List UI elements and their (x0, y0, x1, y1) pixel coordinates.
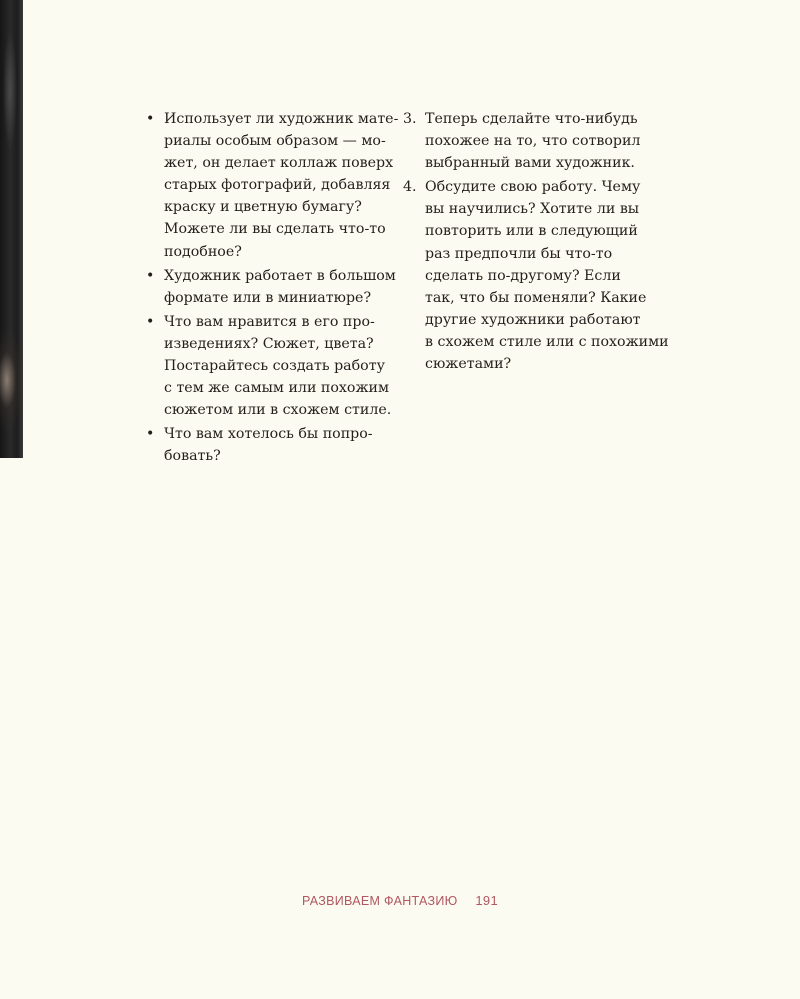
text-line: с тем же самым или похожим (164, 380, 389, 397)
text-line: Можете ли вы сделать что-то (164, 221, 386, 238)
list-item-text (164, 265, 396, 309)
list-item-text (164, 423, 373, 467)
bullet: • (146, 111, 155, 127)
page-number: 191 (475, 893, 498, 908)
text-line: Что вам хотелось бы попро- (164, 426, 373, 443)
text-line: Художник работает в большом (164, 267, 396, 284)
text-line: в схожем стиле или с похожими (425, 333, 669, 350)
text-line: повторить или в следующий (425, 223, 638, 240)
text-line: старых фотографий, добавляя (164, 177, 391, 194)
text-line: изведениях? Сюжет, цвета? (164, 335, 374, 352)
text-line: формате или в миниатюре? (164, 289, 372, 306)
text-line: бовать? (164, 448, 221, 465)
list-item (146, 423, 381, 467)
text-line: так, что бы поменяли? Какие (425, 289, 647, 306)
bullet: • (146, 267, 155, 284)
text-line: выбранный вами художник. (425, 155, 635, 172)
numbered-item (403, 176, 669, 375)
list-item-text (164, 108, 398, 263)
list-item (146, 265, 396, 309)
text-line: вы научились? Хотите ли вы (425, 201, 640, 218)
text-line: похожее на то, что сотворил (425, 133, 641, 150)
list-item-text (425, 176, 669, 375)
item-number: 3. (403, 111, 417, 127)
page-footer (0, 893, 800, 908)
bullet: • (146, 313, 155, 330)
list-item (146, 311, 392, 421)
text-line: жет, он делает коллаж поверх (164, 155, 394, 172)
text-line: сюжетами? (425, 356, 512, 373)
text-line: сюжетом или в схожем стиле. (164, 402, 392, 419)
text-line: Использует ли художник мате- (164, 111, 399, 127)
text-line: Обсудите свою работу. Чему (425, 179, 641, 196)
list-item-text (164, 311, 391, 421)
bullet: • (146, 426, 155, 443)
left-column (146, 108, 399, 470)
text-line: Постарайтесь создать работу (164, 358, 385, 375)
right-column (403, 108, 669, 377)
numbered-item (403, 108, 653, 174)
text-line: подобное? (164, 243, 242, 260)
text-line: раз предпочли бы что-то (425, 245, 613, 262)
photo-edge (0, 0, 23, 458)
text-line: Что вам нравится в его про- (164, 313, 375, 330)
text-line: Теперь сделайте что-нибудь (425, 111, 638, 127)
text-line: краску и цветную бумагу? (164, 199, 362, 216)
list-item (146, 108, 399, 263)
running-section-title: РАЗВИВАЕМ ФАНТАЗИЮ (301, 894, 458, 908)
text-line: сделать по-другому? Если (425, 267, 621, 284)
item-number: 4. (403, 179, 417, 196)
text-line: другие художники работают (425, 311, 641, 328)
text-line: риалы особым образом — мо- (164, 133, 386, 150)
list-item-text (425, 108, 640, 174)
